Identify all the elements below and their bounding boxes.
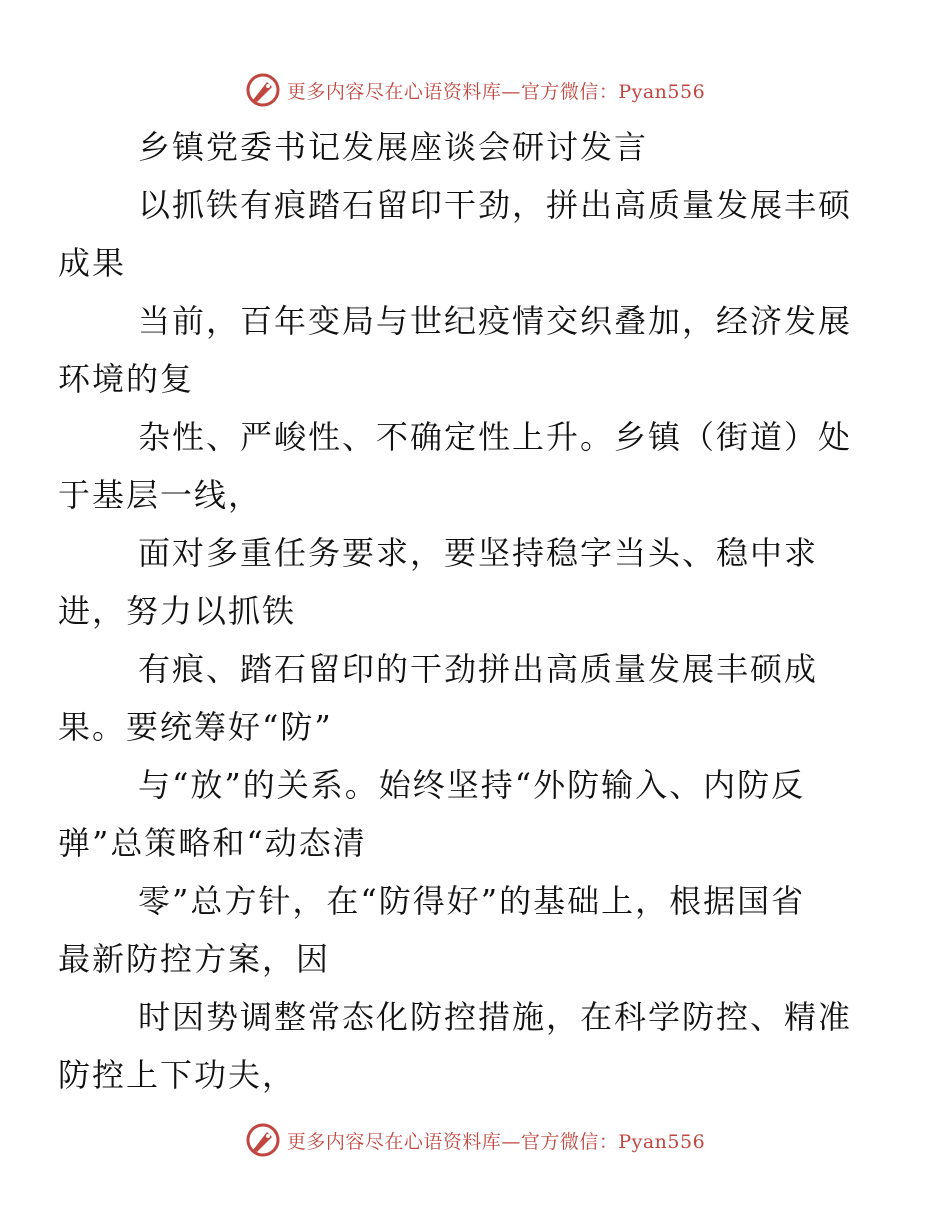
document-title: 乡镇党委书记发展座谈会研讨发言 [138,128,649,166]
line-text: 环境的复 [58,360,195,398]
paragraph-line [58,292,858,408]
pen-nib-logo-icon [245,72,281,108]
line-text: 与“放”的关系。始终坚持“外防输入、内防反 [138,766,806,804]
line-text: 防控上下功夫， [58,1056,297,1094]
footer-banner [0,1118,950,1162]
line-text: 果。要统筹好“防” [58,708,333,746]
line-text: 面对多重任务要求，要坚持稳字当头、稳中求 [138,534,819,572]
line-text: 弹”总策略和“动态清 [58,824,367,862]
header-banner-text: 更多内容尽在心语资料库—官方微信：Pyan556 [286,80,706,103]
paragraph-line [58,408,858,524]
line-text: 进，努力以抓铁 [58,592,297,630]
paragraph-line [58,988,858,1104]
line-text: 成果 [58,244,127,282]
line-text: 杂性、严峻性、不确定性上升。乡镇（街道）处 [138,418,853,456]
document-body [58,118,858,1104]
header-banner [0,68,950,112]
paragraph-line [58,524,858,640]
pen-nib-logo-icon [245,1122,281,1158]
line-text: 零”总方针，在“防得好”的基础上，根据国省 [138,882,806,920]
paragraph-line [58,872,858,988]
paragraph-line [58,756,858,872]
line-text: 当前，百年变局与世纪疫情交织叠加，经济发展 [138,302,853,340]
footer-banner-text: 更多内容尽在心语资料库—官方微信：Pyan556 [286,1130,706,1153]
line-text: 时因势调整常态化防控措施，在科学防控、精准 [138,998,853,1036]
line-text: 于基层一线， [58,476,263,514]
paragraph-line [58,176,858,292]
line-text: 有痕、踏石留印的干劲拼出高质量发展丰硕成 [138,650,819,688]
paragraph-line [58,640,858,756]
line-text: 最新防控方案，因 [58,940,331,978]
line-text: 以抓铁有痕踏石留印干劲，拼出高质量发展丰硕 [138,186,853,224]
